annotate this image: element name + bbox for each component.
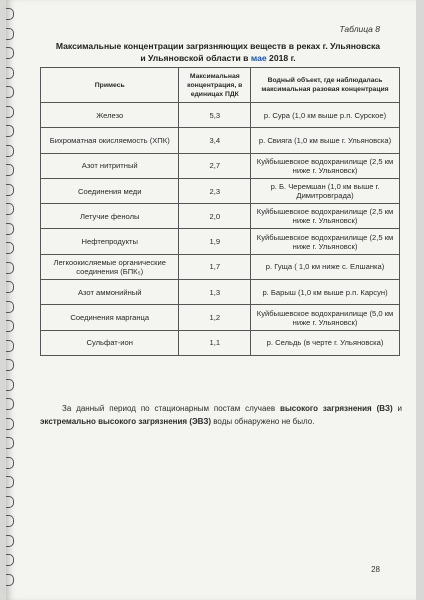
document-page <box>6 0 416 600</box>
cell-location: Куйбышевское водохранилище (2,5 км ниже г. Ульяновск) <box>251 204 400 229</box>
para-bold-evz: экстремально высокого загрязнения (ЭВЗ) <box>40 417 212 426</box>
cell-value: 1,1 <box>179 330 251 355</box>
cell-location: р. Барыш (1,0 км выше р.п. Карсун) <box>251 280 400 305</box>
binding-ring <box>6 281 14 293</box>
table-row <box>41 330 400 355</box>
table-row <box>41 103 400 128</box>
table-row <box>41 229 400 254</box>
cell-substance: Сульфат-ион <box>41 330 179 355</box>
title-line-1: Максимальные концентрации загрязняющих веществ в реках г. Ульяновска <box>55 41 381 51</box>
para-bold-vz: высокого загрязнения (ВЗ) <box>280 404 393 413</box>
table-row <box>41 128 400 153</box>
binding-ring <box>6 515 14 527</box>
binding-ring <box>6 476 14 488</box>
title-line-2-post: 2018 г. <box>266 53 296 63</box>
binding-ring <box>6 47 14 59</box>
cell-substance: Бихроматная окисляемость (ХПК) <box>41 128 179 153</box>
para-text-1: За данный период по стационарным постам случаев <box>62 404 281 413</box>
summary-paragraph <box>40 402 402 428</box>
cell-value: 5,3 <box>179 103 251 128</box>
header-max-concentration: Максимальная концентрация, в единицах ПДК <box>179 68 251 103</box>
binding-ring <box>6 223 14 235</box>
binding-ring <box>6 418 14 430</box>
binding-ring <box>6 86 14 98</box>
cell-location: р. Сура (1,0 км выше р.п. Сурское) <box>251 103 400 128</box>
cell-location: Куйбышевское водохранилище (5,0 км ниже г. Ульяновск) <box>251 305 400 330</box>
cell-substance: Азот нитритный <box>41 153 179 178</box>
binding-ring <box>6 203 14 215</box>
binding-ring <box>6 67 14 79</box>
table-row <box>41 280 400 305</box>
binding-ring <box>6 398 14 410</box>
table-title <box>46 40 390 64</box>
binding-ring <box>6 145 14 157</box>
binding-ring <box>6 379 14 391</box>
binding-ring <box>6 320 14 332</box>
binding-ring <box>6 164 14 176</box>
binding-ring <box>6 457 14 469</box>
cell-substance: Соединения марганца <box>41 305 179 330</box>
binding-ring <box>6 8 14 20</box>
table-row <box>41 178 400 203</box>
cell-value: 1,9 <box>179 229 251 254</box>
cell-value: 1,2 <box>179 305 251 330</box>
cell-substance: Соединения меди <box>41 178 179 203</box>
binding-ring <box>6 359 14 371</box>
binding-ring <box>6 262 14 274</box>
cell-substance: Легкоокисляемые органические соединения (БПК₅) <box>41 254 179 279</box>
binding-ring <box>6 535 14 547</box>
binding-ring <box>6 301 14 313</box>
table-row <box>41 204 400 229</box>
cell-location: Куйбышевское водохранилище (2,5 км ниже г. Ульяновск) <box>251 153 400 178</box>
title-month: мае <box>250 53 267 63</box>
title-line-2-pre: и Ульяновской области в <box>140 53 251 63</box>
table-header-row <box>41 68 400 103</box>
header-substance: Примесь <box>41 68 179 103</box>
binding-ring <box>6 28 14 40</box>
binding-ring <box>6 125 14 137</box>
table-label: Таблица 8 <box>339 24 380 34</box>
binding-ring <box>6 437 14 449</box>
binding-ring <box>6 184 14 196</box>
table-row <box>41 254 400 279</box>
cell-location: Куйбышевское водохранилище (2,5 км ниже г. Ульяновск) <box>251 229 400 254</box>
page-number: 28 <box>371 565 380 574</box>
binding-ring <box>6 496 14 508</box>
binding-ring <box>6 574 14 586</box>
header-water-body: Водный объект, где наблюдалась максимальная разовая концентрация <box>251 68 400 103</box>
binding-ring <box>6 554 14 566</box>
cell-substance: Летучие фенолы <box>41 204 179 229</box>
cell-substance: Азот аммонийный <box>41 280 179 305</box>
binding-ring <box>6 242 14 254</box>
cell-value: 2,3 <box>179 178 251 203</box>
cell-substance: Нефтепродукты <box>41 229 179 254</box>
binding-ring <box>6 340 14 352</box>
table-row <box>41 305 400 330</box>
table-row <box>41 153 400 178</box>
cell-value: 2,0 <box>179 204 251 229</box>
cell-value: 1,3 <box>179 280 251 305</box>
cell-location: р. Б. Черемшан (1,0 км выше г. Димитровграда) <box>251 178 400 203</box>
cell-value: 3,4 <box>179 128 251 153</box>
cell-value: 1,7 <box>179 254 251 279</box>
cell-location: р. Гуща ( 1,0 км ниже с. Елшанка) <box>251 254 400 279</box>
binding-ring <box>6 106 14 118</box>
para-text-3: воды обнаружено не было. <box>211 417 315 426</box>
cell-substance: Железо <box>41 103 179 128</box>
para-text-2: и <box>392 404 403 413</box>
cell-value: 2,7 <box>179 153 251 178</box>
concentration-table <box>40 67 400 356</box>
cell-location: р. Сельдь (в черте г. Ульяновска) <box>251 330 400 355</box>
cell-location: р. Свияга (1,0 км выше г. Ульяновска) <box>251 128 400 153</box>
